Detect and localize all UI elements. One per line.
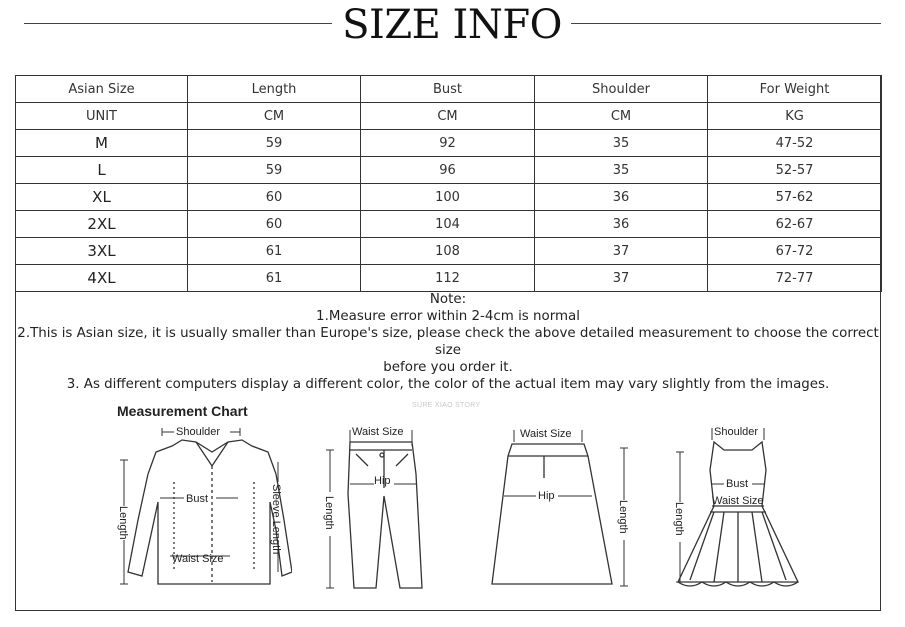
dress-shoulder-label: Shoulder <box>714 426 759 438</box>
table-cell: 96 <box>361 157 535 184</box>
table-cell: CM <box>535 103 708 130</box>
table-cell: 59 <box>188 157 361 184</box>
table-row <box>16 211 882 238</box>
table-cell: 4XL <box>16 265 188 292</box>
title-row <box>0 0 905 60</box>
skirt-length-label: Length <box>617 500 629 534</box>
table-cell: 112 <box>361 265 535 292</box>
table-cell: 35 <box>535 130 708 157</box>
table-cell: XL <box>16 184 188 211</box>
dress-bust-label: Bust <box>726 478 749 490</box>
shirt-sleeve-label: Sleeve Length <box>270 484 282 555</box>
skirt-hip-label: Hip <box>538 490 555 502</box>
table-cell: 104 <box>361 211 535 238</box>
table-row <box>16 184 882 211</box>
column-header: Asian Size <box>16 76 188 103</box>
table-row <box>16 157 882 184</box>
skirt-diagram <box>488 422 638 594</box>
table-cell: 57-62 <box>708 184 882 211</box>
column-header: For Weight <box>708 76 882 103</box>
note-line-2: 2.This is Asian size, it is usually smaller than Europe's size, please check the above detailed measurement to choose the correct size <box>17 326 879 358</box>
table-cell: 35 <box>535 157 708 184</box>
column-header: Shoulder <box>535 76 708 103</box>
table-cell: 61 <box>188 238 361 265</box>
table-cell: 92 <box>361 130 535 157</box>
watermark: SURE XIAO STORY <box>412 402 481 409</box>
skirt-waist-label: Waist Size <box>520 428 572 440</box>
column-header: Length <box>188 76 361 103</box>
table-cell: CM <box>361 103 535 130</box>
table-cell: 36 <box>535 211 708 238</box>
note-line-2-continued: before you order it. <box>383 360 513 375</box>
table-cell: 61 <box>188 265 361 292</box>
shirt-waist-label: Waist Size <box>172 553 224 565</box>
page-title: SIZE INFO <box>342 2 562 48</box>
dress-diagram <box>668 422 808 592</box>
table-cell: 59 <box>188 130 361 157</box>
note-line-3: 3. As different computers display a different color, the color of the actual item may vary slightly from the images. <box>66 377 830 392</box>
table-cell: 100 <box>361 184 535 211</box>
title-rule-left <box>24 23 332 24</box>
table-cell: 37 <box>535 238 708 265</box>
measurement-chart-title: Measurement Chart <box>117 403 248 419</box>
title-rule-right <box>571 23 881 24</box>
table-cell: 3XL <box>16 238 188 265</box>
table-cell: 2XL <box>16 211 188 238</box>
table-cell: CM <box>188 103 361 130</box>
notes-heading: Note: <box>429 292 467 307</box>
table-cell: 67-72 <box>708 238 882 265</box>
shirt-diagram <box>112 422 292 592</box>
table-row <box>16 265 882 292</box>
pants-length-label: Length <box>323 496 335 530</box>
table-cell: KG <box>708 103 882 130</box>
pants-waist-label: Waist Size <box>352 426 404 438</box>
table-cell: 36 <box>535 184 708 211</box>
pants-diagram <box>316 424 426 594</box>
shirt-bust-label: Bust <box>186 493 209 505</box>
dress-waist-label: Waist Size <box>712 495 764 507</box>
table-cell: 60 <box>188 184 361 211</box>
table-row <box>16 130 882 157</box>
column-header: Bust <box>361 76 535 103</box>
table-header-row <box>16 76 882 103</box>
table-cell: UNIT <box>16 103 188 130</box>
pants-hip-label: Hip <box>374 475 391 487</box>
table-cell: 60 <box>188 211 361 238</box>
table-cell: 108 <box>361 238 535 265</box>
note-line-1: 1.Measure error within 2-4cm is normal <box>316 309 580 324</box>
table-cell: M <box>16 130 188 157</box>
shirt-length-label: Length <box>117 506 129 540</box>
table-cell: 37 <box>535 265 708 292</box>
table-units-row <box>16 103 882 130</box>
table-row <box>16 238 882 265</box>
table-cell: 72-77 <box>708 265 882 292</box>
size-table <box>15 75 882 292</box>
dress-length-label: Length <box>673 502 685 536</box>
notes-block <box>16 291 880 393</box>
table-cell: L <box>16 157 188 184</box>
table-cell: 62-67 <box>708 211 882 238</box>
shirt-shoulder-label: Shoulder <box>176 426 221 438</box>
table-cell: 52-57 <box>708 157 882 184</box>
table-cell: 47-52 <box>708 130 882 157</box>
